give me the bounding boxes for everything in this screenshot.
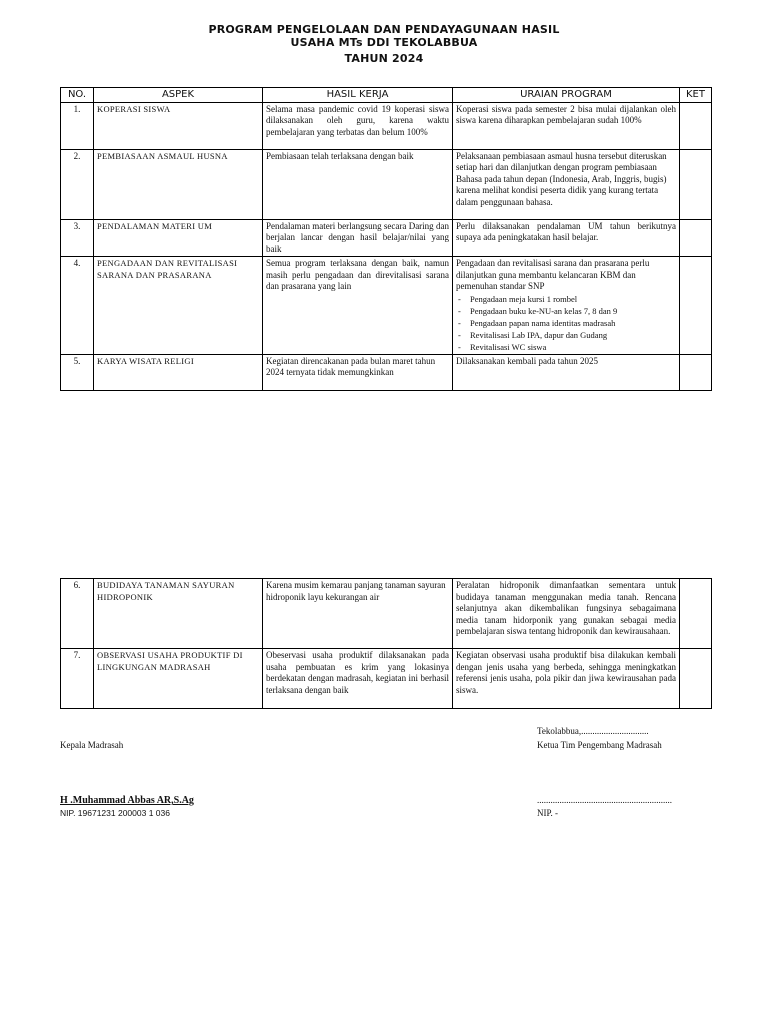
table-row (61, 219, 712, 257)
row-hasil-kerja: Karena musim kemarau panjang tanaman sayuran hidroponik layu kekurangan air (263, 579, 453, 649)
right-role: Ketua Tim Pengembang Madrasah (537, 740, 662, 750)
row-uraian-program (453, 257, 680, 355)
left-nip: NIP. 19671231 200003 1 036 (60, 808, 170, 818)
row-ket (680, 219, 712, 257)
left-role: Kepala Madrasah (60, 740, 124, 750)
row-aspek: KOPERASI SISWA (94, 102, 263, 149)
row-ket (680, 354, 712, 390)
bullet-list (456, 293, 676, 353)
row-no: 3. (61, 219, 94, 257)
row-ket (680, 579, 712, 649)
table-row (61, 649, 712, 709)
table-row (61, 149, 712, 219)
list-item: - Pengadaan meja kursi 1 rombel (470, 293, 676, 305)
header-uraian-program: URAIAN PROGRAM (453, 88, 680, 103)
row-aspek: BUDIDAYA TANAMAN SAYURAN HIDROPONIK (94, 579, 263, 649)
row-no: 2. (61, 149, 94, 219)
row-hasil-kerja: Pembiasaan telah terlaksana dengan baik (263, 149, 453, 219)
row-ket (680, 102, 712, 149)
row-uraian-program: Dilaksanakan kembali pada tahun 2025 (453, 354, 680, 390)
place-date: Tekolabbua,.............................. (537, 726, 649, 736)
row-hasil-kerja: Kegiatan direncakanan pada bulan maret tahun 2024 ternyata tidak memungkinkan (263, 354, 453, 390)
row-aspek: PEMBIASAAN ASMAUL HUSNA (94, 149, 263, 219)
row-hasil-kerja: Pendalaman materi berlangsung secara Daring dan berjalan lancar dengan hasil belajar/nilai yang baik (263, 219, 453, 257)
list-item: - Revitalisasi Lab IPA, dapur dan Gudang (470, 329, 676, 341)
list-item: - Pengadaan buku ke-NU-an kelas 7, 8 dan 9 (470, 305, 676, 317)
title-line-3: TAHUN 2024 (344, 52, 424, 65)
header-no: NO. (61, 88, 94, 103)
row-uraian-program: Koperasi siswa pada semester 2 bisa mulai dijalankan oleh siswa karena diharapkan pembelajaran sudah 100% (453, 102, 680, 149)
header-ket: KET (680, 88, 712, 103)
header-aspek: ASPEK (94, 88, 263, 103)
table-row (61, 579, 712, 649)
row-no: 4. (61, 257, 94, 355)
title-line-2: USAHA MTs DDI TEKOLABBUA (290, 36, 478, 49)
row-uraian-program: Perlu dilaksanakan pendalaman UM tahun berikutnya supaya ada peningkatakan hasil belajar. (453, 219, 680, 257)
row-aspek: PENDALAMAN MATERI UM (94, 219, 263, 257)
right-signatory-name: ............................................................ (537, 795, 672, 805)
table-row (61, 102, 712, 149)
row-hasil-kerja: Semua program terlaksana dengan baik, namun masih perlu pengadaan dan direvitalisasi sarana dan prasarana yang lain (263, 257, 453, 355)
row-no: 6. (61, 579, 94, 649)
title-line-1: PROGRAM PENGELOLAAN DAN PENDAYAGUNAAN HASIL (208, 23, 560, 36)
left-signatory-name: H .Muhammad Abbas AR,S.Ag (60, 795, 194, 806)
row-aspek: OBSERVASI USAHA PRODUKTIF DI LINGKUNGAN MADRASAH (94, 649, 263, 709)
header-hasil-kerja: HASIL KERJA (263, 88, 453, 103)
row-hasil-kerja: Selama masa pandemic covid 19 koperasi siswa dilaksanakan oleh guru, karena waktu pembelajaran yang terbatas dan belum 100% (263, 102, 453, 149)
list-item: - Pengadaan papan nama identitas madrasah (470, 317, 676, 329)
list-item: - Revitalisasi WC siswa (470, 341, 676, 353)
row-ket (680, 649, 712, 709)
row-ket (680, 149, 712, 219)
uraian-text: Pengadaan dan revitalisasi sarana dan prasarana perlu dilanjutkan guna membantu kelancaran KBM dan pemenuhan standar SNP (456, 258, 650, 291)
row-aspek: PENGADAAN DAN REVITALISASI SARANA DAN PRASARANA (94, 257, 263, 355)
table-row (61, 257, 712, 355)
table-row (61, 354, 712, 390)
row-no: 7. (61, 649, 94, 709)
row-no: 5. (61, 354, 94, 390)
row-hasil-kerja: Obeservasi usaha produktif dilaksanakan pada usaha pembuatan es krim yang lokasinya berdekatan dengan madrasah, kegiatan ini berhasil terlaksana dengan baik (263, 649, 453, 709)
table-header-row (61, 88, 712, 103)
row-no: 1. (61, 102, 94, 149)
row-uraian-program: Peralatan hidroponik dimanfaatkan sementara untuk budidaya tanaman menggunakan media tanah. Rencana selanjutnya akan dikembalikan fungsinya sebagaimana media tanam hidorponik yang gunakan sebagai media pembelajaran siswa tentang hidroponik dan kewirausahaan. (453, 579, 680, 649)
row-aspek: KARYA WISATA RELIGI (94, 354, 263, 390)
right-nip: NIP. - (537, 808, 559, 818)
row-ket (680, 257, 712, 355)
row-uraian-program: Kegiatan observasi usaha produktif bisa dilakukan kembali dengan jenis usaha yang berbeda, sehingga meningkatkan referensi jenis usaha, pola pikir dan jiwa kewirausahan pada siswa. (453, 649, 680, 709)
program-table (60, 87, 712, 391)
row-uraian-program: Pelaksanaan pembiasaan asmaul husna tersebut diteruskan setiap hari dan dilanjutkan dengan program pembiasaan Bahasa pada tahun depan (Indonesia, Arab, Inggris, bugis) karena melihat kondisi peserta didik yang kurang tertata dalam penggunaan bahasa. (453, 149, 680, 219)
program-table-continued (60, 578, 712, 709)
